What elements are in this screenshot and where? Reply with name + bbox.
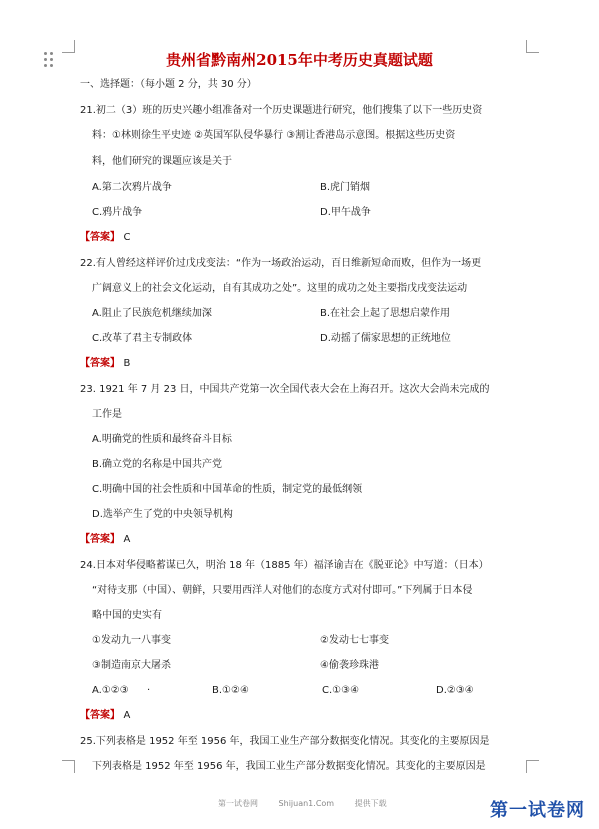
option-b: B.在社会上起了思想启蒙作用 — [320, 308, 451, 319]
stray-mark: · — [147, 685, 151, 696]
answer-21 — [80, 231, 130, 245]
option-b: B.虎门销烟 — [320, 182, 371, 193]
statement-item: ①发动九一八事变 — [92, 635, 171, 646]
footer-site-name: 第一试卷网 — [218, 799, 258, 808]
question-22-line: 广阔意义上的社会文化运动，自有其成功之处”。这里的成功之处主要指戊戌变法运动 — [92, 283, 468, 294]
question-25-line: 25.下列表格是 1952 年至 1956 年，我国工业生产部分数据变化情况。其变化的主要原因是 — [80, 736, 490, 747]
option-c: C.明确中国的社会性质和中国革命的性质，制定党的最低纲领 — [92, 484, 363, 495]
question-21-line: 料，他们研究的课题应该是关于 — [92, 156, 232, 167]
question-24-line: 24.日本对华侵略蓄谋已久，明治 18 年（1885 年）福泽谕吉在《脱亚论》中写道：（日本） — [80, 560, 489, 571]
site-logo: 第一试卷网 — [490, 800, 585, 821]
option-b: B.确立党的名称是中国共产党 — [92, 459, 223, 470]
question-21-line: 21.初二（3）班的历史兴趣小组准备对一个历史课题进行研究，他们搜集了以下一些历史资 — [80, 105, 483, 116]
statement-item: ②发动七七事变 — [320, 635, 389, 646]
answer-23 — [80, 533, 130, 547]
question-24-line: “对待支那（中国）、朝鲜，只要用西洋人对他们的态度方式对付即可。”下列属于日本侵 — [92, 585, 473, 596]
option-a: A.阻止了民族危机继续加深 — [92, 308, 212, 319]
option-d: D.动摇了儒家思想的正统地位 — [320, 333, 451, 344]
answer-value: B — [123, 358, 131, 369]
option-a: A.第二次鸦片战争 — [92, 182, 172, 193]
page-footer — [218, 798, 405, 809]
page-corner-mark — [526, 760, 539, 773]
option-a: A.明确党的性质和最终奋斗目标 — [92, 434, 232, 445]
page-corner-mark — [62, 760, 75, 773]
answer-value: A — [123, 534, 131, 545]
option-d: D.甲午战争 — [320, 207, 371, 218]
answer-value: C — [123, 232, 131, 243]
footer-download-note: 提供下载 — [354, 799, 387, 808]
answer-22 — [80, 357, 130, 371]
option-d: D.②③④ — [436, 685, 474, 696]
question-25-line: 下列表格是 1952 年至 1956 年，我国工业生产部分数据变化情况。其变化的主要原因是 — [92, 761, 486, 772]
question-22-line: 22.有人曾经这样评价过戊戌变法：“作为一场政治运动，百日维新短命而败，但作为一场更 — [80, 258, 482, 269]
answer-value: A — [123, 710, 131, 721]
option-a: A.①②③ — [92, 685, 129, 696]
option-c: C.鸦片战争 — [92, 207, 143, 218]
question-23-line: 工作是 — [92, 409, 122, 420]
option-b: B.①②④ — [212, 685, 249, 696]
option-c: C.改革了君主专制政体 — [92, 333, 193, 344]
statement-item: ④偷袭珍珠港 — [320, 660, 379, 671]
question-23-line: 23. 1921 年 7 月 23 日，中国共产党第一次全国代表大会在上海召开。这次大会尚未完成的 — [80, 384, 490, 395]
question-21-line: 料：①林则徐生平史迹 ②英国军队侵华暴行 ③割让香港岛示意图。根据这些历史资 — [92, 130, 456, 141]
option-c: C.①③④ — [322, 685, 360, 696]
section-heading: 一、选择题：（每小题 2 分，共 30 分） — [80, 79, 257, 90]
document-title: 贵州省黔南州2015年中考历史真题试题 — [166, 51, 433, 69]
answer-label: 【答案】 — [80, 358, 120, 369]
answer-label: 【答案】 — [80, 710, 120, 721]
answer-label: 【答案】 — [80, 232, 120, 243]
answer-24 — [80, 709, 130, 723]
statement-item: ③制造南京大屠杀 — [92, 660, 171, 671]
footer-site-url[interactable]: Shijuan1.Com — [278, 799, 335, 808]
option-d: D.选举产生了党的中央领导机构 — [92, 509, 233, 520]
question-24-line: 略中国的史实有 — [92, 610, 162, 621]
answer-label: 【答案】 — [80, 534, 120, 545]
